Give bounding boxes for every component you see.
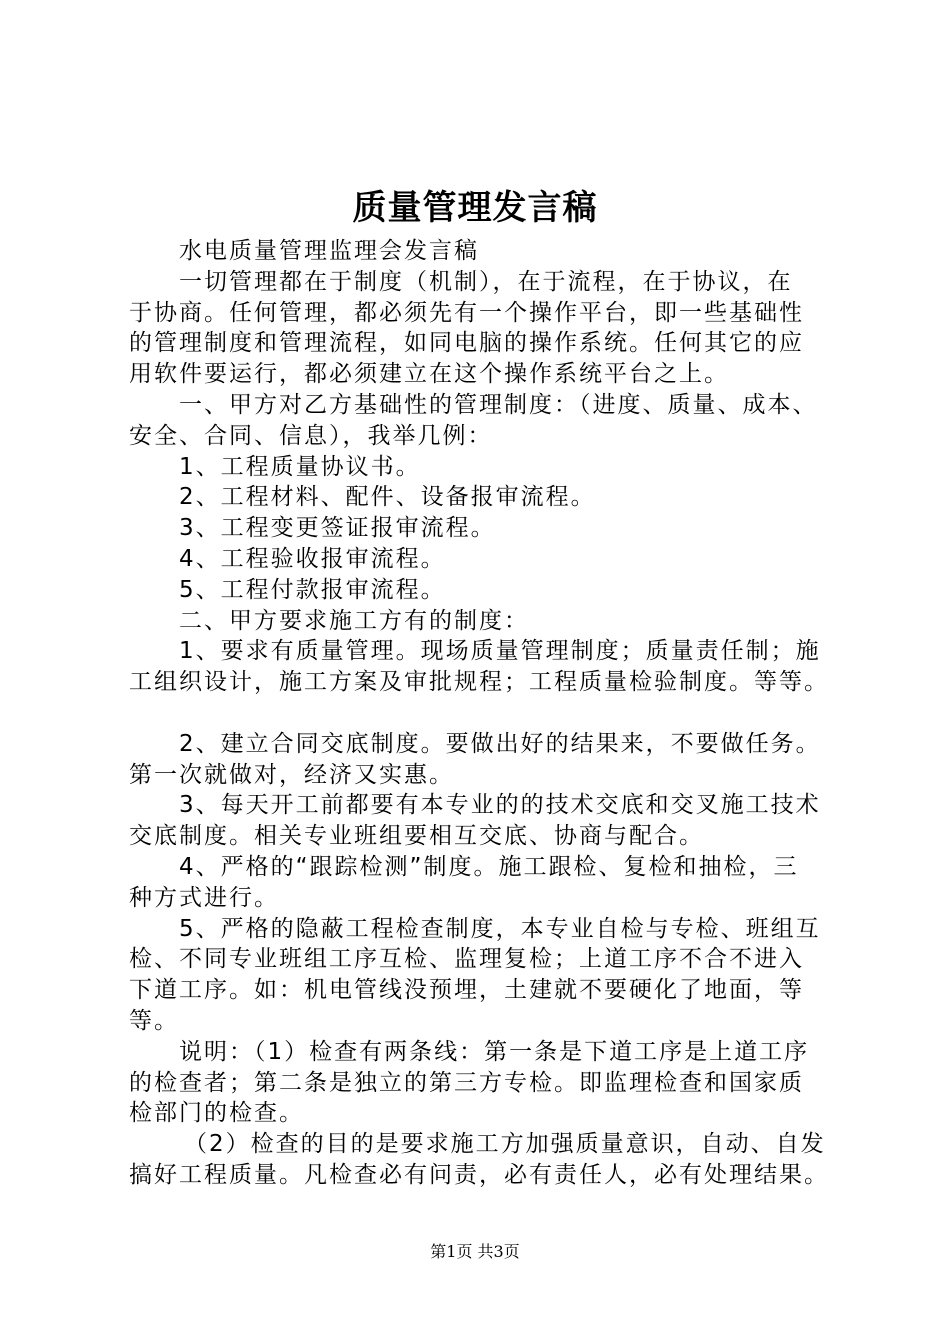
paragraph-line: 安全、合同、信息），我举几例： — [129, 422, 493, 449]
list-item: 2、工程材料、配件、设备报审流程。 — [179, 484, 596, 511]
paragraph-line: 1、要求有质量管理。现场质量管理制度；质量责任制；施 — [179, 638, 821, 665]
paragraph-line: 4、严格的“跟踪检测”制度。施工跟检、复检和抽检，三 — [179, 853, 799, 880]
paragraph-line: 检、不同专业班组工序互检、监理复检；上道工序不合不进入 — [129, 946, 804, 973]
paragraph-line: 用软件要运行，都必须建立在这个操作系统平台之上。 — [129, 361, 729, 388]
paragraph-line: 2、建立合同交底制度。要做出好的结果来，不要做任务。 — [179, 730, 821, 757]
paragraph-line: 交底制度。相关专业班组要相互交底、协商与配合。 — [129, 823, 704, 850]
paragraph-line: 5、严格的隐蔽工程检查制度，本专业自检与专检、班组互 — [179, 915, 821, 942]
document-body — [129, 236, 841, 1191]
paragraph-line: 3、每天开工前都要有本专业的的技术交底和交叉施工技术 — [179, 792, 821, 819]
paragraph-line: 说明：（1）检查有两条线：第一条是下道工序是上道工序 — [179, 1038, 810, 1065]
paragraph-line: 搞好工程质量。凡检查必有问责，必有责任人，必有处理结果。 — [129, 1161, 829, 1188]
paragraph-line: 下道工序。如：机电管线没预埋，土建就不要硬化了地面，等 — [129, 977, 804, 1004]
paragraph-line: 一切管理都在于制度（机制），在于流程，在于协议，在 — [179, 268, 793, 295]
section-heading: 二、甲方要求施工方有的制度： — [179, 607, 529, 634]
paragraph-line: （2）检查的目的是要求施工方加强质量意识，自动、自发 — [184, 1131, 826, 1158]
paragraph-line: 于协商。任何管理，都必须先有一个操作平台，即一些基础性 — [129, 299, 804, 326]
paragraph-line: 第一次就做对，经济又实惠。 — [129, 761, 454, 788]
blank-line — [129, 698, 841, 729]
list-item: 1、工程质量协议书。 — [179, 453, 421, 480]
paragraph-line: 的检查者；第二条是独立的第三方专检。即监理检查和国家质 — [129, 1069, 804, 1096]
list-item: 3、工程变更签证报审流程。 — [179, 515, 496, 542]
document-title: 质量管理发言稿 — [352, 188, 598, 228]
paragraph-line: 工组织设计，施工方案及审批规程；工程质量检验制度。等等。 — [129, 669, 829, 696]
page-footer: 第1页 共3页 — [430, 1242, 520, 1261]
paragraph-line: 检部门的检查。 — [129, 1100, 304, 1127]
paragraph-line: 的管理制度和管理流程，如同电脑的操作系统。任何其它的应 — [129, 330, 804, 357]
subtitle-line: 水电质量管理监理会发言稿 — [179, 238, 479, 264]
paragraph-line: 一、甲方对乙方基础性的管理制度：（进度、质量、成本、 — [179, 391, 818, 418]
list-item: 5、工程付款报审流程。 — [179, 576, 446, 603]
paragraph-line: 种方式进行。 — [129, 884, 279, 911]
list-item: 4、工程验收报审流程。 — [179, 545, 446, 572]
paragraph-line: 等。 — [129, 1007, 179, 1034]
